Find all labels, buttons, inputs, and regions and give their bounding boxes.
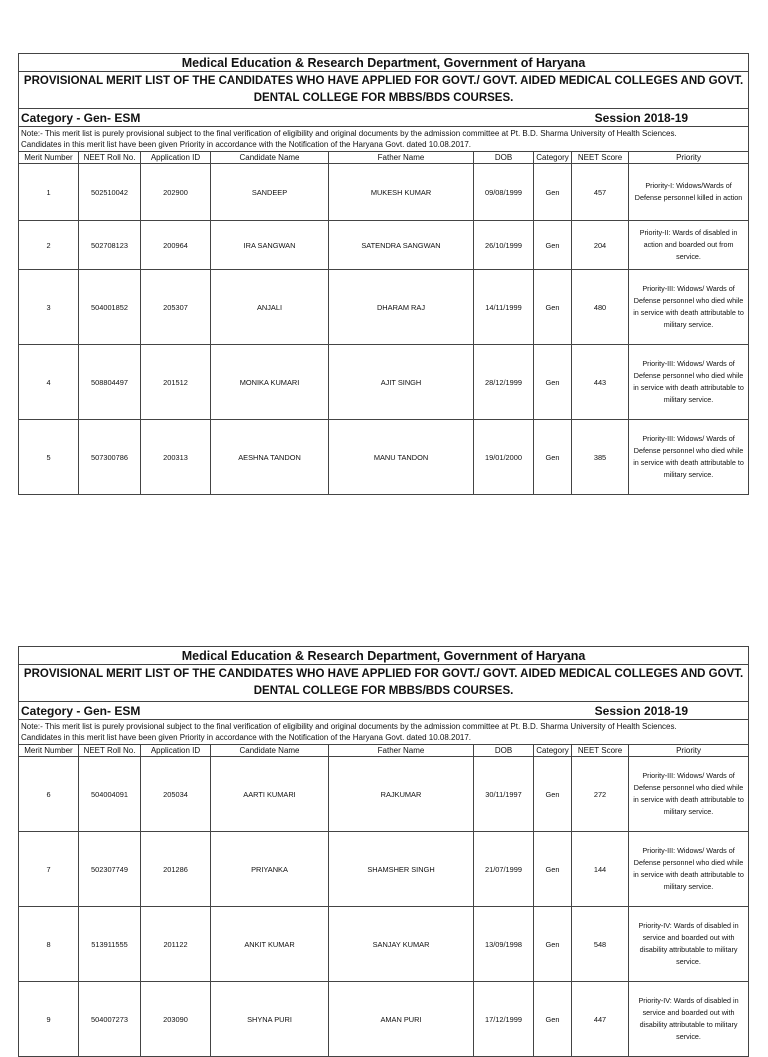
dob: 19/01/2000 [474, 420, 534, 495]
father-name: MUKESH KUMAR [329, 164, 474, 221]
category: Gen [534, 757, 572, 832]
application-id: 205034 [141, 757, 211, 832]
priority: Priority-III: Widows/ Wards of Defense personnel who died while in service with death attributable to military service. [629, 832, 749, 907]
table-row [19, 270, 749, 345]
col-application-id: Application ID [141, 745, 211, 757]
neet-roll: 507300786 [79, 420, 141, 495]
table-row [19, 164, 749, 221]
neet-roll: 513911555 [79, 907, 141, 982]
neet-roll: 502708123 [79, 221, 141, 270]
table-row [19, 907, 749, 982]
merit-number: 7 [19, 832, 79, 907]
col-neet-score: NEET Score [572, 745, 629, 757]
table-row [19, 420, 749, 495]
note-provisional: Note:- This merit list is purely provisional subject to the final verification of eligibility and original documents by the admission committee at Pt. B.D. Sharma University of Health Sciences. [21, 129, 677, 138]
neet-roll: 502307749 [79, 832, 141, 907]
application-id: 200313 [141, 420, 211, 495]
category-label: Category - Gen- ESM [21, 110, 141, 125]
col-neet-score: NEET Score [572, 152, 629, 164]
merit-number: 4 [19, 345, 79, 420]
priority: Priority-IV: Wards of disabled in service and boarded out with disability attributable to military service. [629, 907, 749, 982]
col-priority: Priority [629, 152, 749, 164]
session-label: Session 2018-19 [594, 703, 689, 718]
application-id: 200964 [141, 221, 211, 270]
application-id: 205307 [141, 270, 211, 345]
col-dob: DOB [474, 745, 534, 757]
father-name: RAJKUMAR [329, 757, 474, 832]
application-id: 203090 [141, 982, 211, 1057]
candidate-name: SANDEEP [211, 164, 329, 221]
application-id: 202900 [141, 164, 211, 221]
application-id: 201286 [141, 832, 211, 907]
merit-number: 3 [19, 270, 79, 345]
category: Gen [534, 270, 572, 345]
merit-number: 2 [19, 221, 79, 270]
category: Gen [534, 982, 572, 1057]
merit-list-heading: PROVISIONAL MERIT LIST OF THE CANDIDATES WHO HAVE APPLIED FOR GOVT./ GOVT. AIDED MEDICAL COLLEGES AND GOVT. DENTAL COLLEGE FOR MBBS/BDS COURSES. [19, 665, 749, 702]
father-name: AMAN PURI [329, 982, 474, 1057]
neet-score: 144 [572, 832, 629, 907]
table-row [19, 221, 749, 270]
col-neet-roll: NEET Roll No. [79, 152, 141, 164]
col-father-name: Father Name [329, 152, 474, 164]
neet-roll: 508804497 [79, 345, 141, 420]
neet-score: 457 [572, 164, 629, 221]
candidate-name: ANJALI [211, 270, 329, 345]
department-title: Medical Education & Research Department, Government of Haryana [19, 54, 749, 72]
father-name: DHARAM RAJ [329, 270, 474, 345]
neet-score: 385 [572, 420, 629, 495]
note-priority: Candidates in this merit list have been given Priority in accordance with the Notification of the Haryana Govt. dated 10.08.2017. [21, 733, 472, 742]
category: Gen [534, 164, 572, 221]
category-session-row [19, 109, 749, 127]
father-name: SHAMSHER SINGH [329, 832, 474, 907]
col-father-name: Father Name [329, 745, 474, 757]
col-category: Category [534, 745, 572, 757]
merit-list-table-page-1 [18, 53, 749, 495]
candidate-name: IRA SANGWAN [211, 221, 329, 270]
note-provisional: Note:- This merit list is purely provisional subject to the final verification of eligibility and original documents by the admission committee at Pt. B.D. Sharma University of Health Sciences. [21, 722, 677, 731]
notes [19, 720, 749, 745]
category-label: Category - Gen- ESM [21, 703, 141, 718]
dob: 26/10/1999 [474, 221, 534, 270]
merit-list-heading: PROVISIONAL MERIT LIST OF THE CANDIDATES WHO HAVE APPLIED FOR GOVT./ GOVT. AIDED MEDICAL COLLEGES AND GOVT. DENTAL COLLEGE FOR MBBS/BDS COURSES. [19, 72, 749, 109]
table-row [19, 832, 749, 907]
col-priority: Priority [629, 745, 749, 757]
col-neet-roll: NEET Roll No. [79, 745, 141, 757]
application-id: 201122 [141, 907, 211, 982]
candidate-name: MONIKA KUMARI [211, 345, 329, 420]
neet-roll: 502510042 [79, 164, 141, 221]
category: Gen [534, 420, 572, 495]
candidate-name: ANKIT KUMAR [211, 907, 329, 982]
notes [19, 127, 749, 152]
col-application-id: Application ID [141, 152, 211, 164]
merit-number: 8 [19, 907, 79, 982]
priority: Priority-III: Widows/ Wards of Defense personnel who died while in service with death attributable to military service. [629, 345, 749, 420]
column-header-row [19, 745, 749, 757]
father-name: MANU TANDON [329, 420, 474, 495]
priority: Priority-III: Widows/ Wards of Defense personnel who died while in service with death attributable to military service. [629, 270, 749, 345]
category-session-row [19, 702, 749, 720]
merit-number: 9 [19, 982, 79, 1057]
merit-number: 1 [19, 164, 79, 221]
candidate-name: PRIYANKA [211, 832, 329, 907]
department-title: Medical Education & Research Department, Government of Haryana [19, 647, 749, 665]
merit-number: 6 [19, 757, 79, 832]
col-dob: DOB [474, 152, 534, 164]
priority: Priority-III: Widows/ Wards of Defense personnel who died while in service with death attributable to military service. [629, 420, 749, 495]
neet-score: 443 [572, 345, 629, 420]
merit-number: 5 [19, 420, 79, 495]
priority: Priority-II: Wards of disabled in action and boarded out from service. [629, 221, 749, 270]
candidate-name: SHYNA PURI [211, 982, 329, 1057]
col-merit-number: Merit Number [19, 745, 79, 757]
table-row [19, 982, 749, 1057]
table-row [19, 345, 749, 420]
candidate-name: AARTI KUMARI [211, 757, 329, 832]
dob: 28/12/1999 [474, 345, 534, 420]
neet-roll: 504007273 [79, 982, 141, 1057]
neet-score: 272 [572, 757, 629, 832]
session-label: Session 2018-19 [594, 110, 689, 125]
dob: 30/11/1997 [474, 757, 534, 832]
col-candidate-name: Candidate Name [211, 745, 329, 757]
father-name: SATENDRA SANGWAN [329, 221, 474, 270]
col-category: Category [534, 152, 572, 164]
dob: 17/12/1999 [474, 982, 534, 1057]
dob: 13/09/1998 [474, 907, 534, 982]
category: Gen [534, 907, 572, 982]
merit-list-table-page-2 [18, 646, 749, 1057]
father-name: AJIT SINGH [329, 345, 474, 420]
priority: Priority-I: Widows/Wards of Defense personnel killed in action [629, 164, 749, 221]
dob: 14/11/1999 [474, 270, 534, 345]
priority: Priority-III: Widows/ Wards of Defense personnel who died while in service with death attributable to military service. [629, 757, 749, 832]
father-name: SANJAY KUMAR [329, 907, 474, 982]
column-header-row [19, 152, 749, 164]
category: Gen [534, 345, 572, 420]
dob: 09/08/1999 [474, 164, 534, 221]
priority: Priority-IV: Wards of disabled in service and boarded out with disability attributable to military service. [629, 982, 749, 1057]
category: Gen [534, 221, 572, 270]
note-priority: Candidates in this merit list have been given Priority in accordance with the Notification of the Haryana Govt. dated 10.08.2017. [21, 140, 472, 149]
category: Gen [534, 832, 572, 907]
application-id: 201512 [141, 345, 211, 420]
dob: 21/07/1999 [474, 832, 534, 907]
table-row [19, 757, 749, 832]
candidate-name: AESHNA TANDON [211, 420, 329, 495]
neet-score: 548 [572, 907, 629, 982]
neet-roll: 504001852 [79, 270, 141, 345]
neet-score: 447 [572, 982, 629, 1057]
neet-score: 480 [572, 270, 629, 345]
col-candidate-name: Candidate Name [211, 152, 329, 164]
col-merit-number: Merit Number [19, 152, 79, 164]
neet-roll: 504004091 [79, 757, 141, 832]
neet-score: 204 [572, 221, 629, 270]
